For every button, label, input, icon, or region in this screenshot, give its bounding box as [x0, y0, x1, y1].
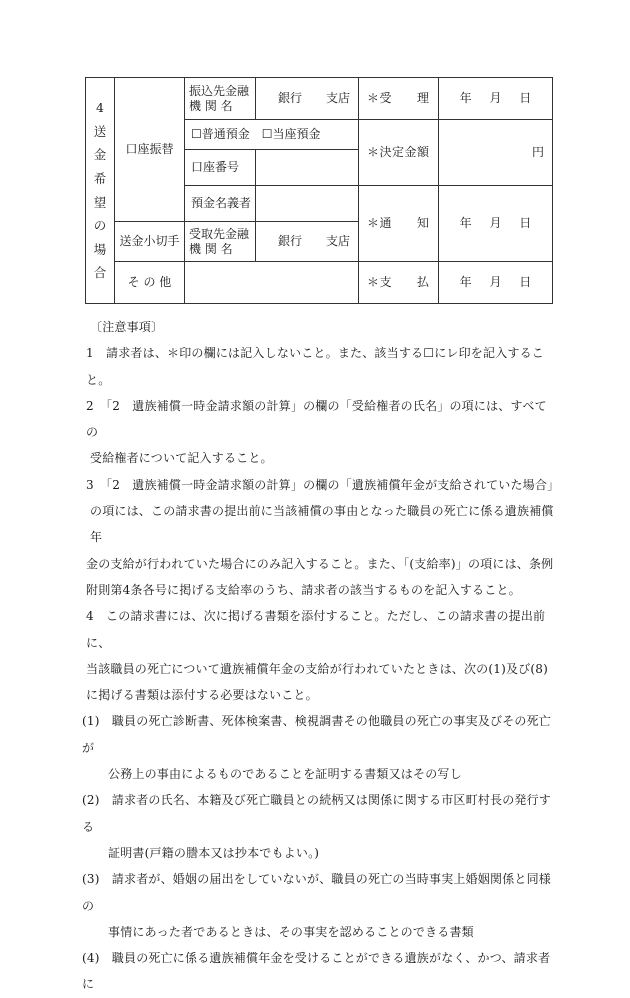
juri-date-field[interactable]: 年 月 日: [439, 78, 553, 120]
note-4-item-2-cont: 証明書(戸籍の謄本又は抄本でもよい。): [108, 845, 320, 860]
account-number-field[interactable]: [256, 150, 359, 186]
tsuchi-label: ＊通 知: [359, 186, 439, 262]
note-4-cont: 当該職員の死亡について遺族補償年金の支給が行われていたときは、次の(1)及び(8): [86, 661, 548, 676]
section-char: 場: [93, 241, 107, 257]
section-char: 希: [93, 170, 107, 186]
note-4: 4 この請求書には、次に掲げる書類を添付すること。ただし、この請求書の提出前に、: [86, 609, 546, 650]
note-3-cont: の項には、この請求書の提出前に当該補償の事由となった職員の死亡に係る遺族補償年: [90, 504, 554, 545]
section-char: 金: [93, 147, 107, 163]
remittance-form-table: [85, 77, 553, 304]
section-char: 合: [93, 265, 107, 281]
kogitte-label: 送金小切手: [115, 222, 185, 262]
juri-label: ＊受 理: [359, 78, 439, 120]
note-4-cont: に掲げる書類は添付する必要はないこと。: [86, 688, 318, 703]
note-2: 2 「2 遺族補償一時金請求額の計算」の欄の「受給権者の氏名」の項には、すべての: [86, 398, 547, 440]
note-1: 1 請求者は、＊印の欄には記入しないこと。また、該当する☐にレ印を記入すること。: [86, 346, 544, 387]
kettei-amount-field[interactable]: 円: [439, 120, 553, 186]
tsuchi-date-field[interactable]: 年 月 日: [439, 186, 553, 262]
section-number: 4: [96, 100, 104, 115]
account-holder-label: 預金名義者: [185, 186, 256, 222]
note-2-cont: 受給権者について記入すること。: [90, 451, 273, 466]
sonota-field[interactable]: [185, 262, 359, 304]
section-char: 望: [93, 194, 107, 210]
kettei-label: ＊決定金額: [359, 120, 439, 186]
note-3: 3 「2 遺族補償一時金請求額の計算」の欄の「遺族補償年金が支給されていた場合」: [86, 477, 560, 492]
uketori-bank-label: 受取先金融 機 関 名: [185, 222, 256, 262]
note-3-cont: 附則第4条各号に掲げる支給率のうち、請求者の該当するものを記入すること。: [86, 582, 521, 597]
account-holder-field[interactable]: [256, 186, 359, 222]
sonota-label: そ の 他: [115, 262, 185, 304]
note-4-item-1-cont: 公務上の事由によるものであることを証明する書類又はその写し: [108, 767, 462, 782]
koza-furikae-label: 口座振替: [115, 78, 185, 222]
note-4-item-2: (2) 請求者の氏名、本籍及び死亡職員との続柄又は関係に関する市区町村長の発行する: [82, 793, 552, 834]
note-4-item-3: (3) 請求者が、婚姻の届出をしていないが、職員の死亡の当時事実上婚姻関係と同様の: [82, 872, 552, 913]
account-number-label: 口座番号: [185, 150, 256, 186]
furikomi-bank-label: 振込先金融 機 関 名: [185, 78, 256, 120]
note-3-cont: 金の支給が行われていた場合にのみ記入すること。また、「(支給率)」の項には、条例: [86, 556, 554, 571]
note-4-item-4: (4) 職員の死亡に係る遺族補償年金を受けることができる遺族がなく、かつ、請求者に: [82, 951, 551, 992]
shiharai-date-field[interactable]: 年 月 日: [439, 262, 553, 304]
uketori-bank-field[interactable]: 銀行 支店: [256, 222, 359, 262]
notes-section: [82, 314, 560, 998]
shiharai-label: ＊支 払: [359, 262, 439, 304]
note-4-item-3-cont: 事情にあった者であるときは、その事実を認めることのできる書類: [108, 924, 474, 939]
section-header-cell: [86, 78, 115, 304]
note-4-item-1: (1) 職員の死亡診断書、死体検案書、検視調書その他職員の死亡の事実及びその死亡が: [82, 714, 552, 755]
account-type-checkboxes[interactable]: ☐普通預金 ☐当座預金: [185, 120, 359, 150]
section-char: の: [93, 218, 107, 234]
notes-heading: 〔注意事項〕: [90, 320, 164, 334]
furikomi-bank-field[interactable]: 銀行 支店: [256, 78, 359, 120]
section-char: 送: [93, 123, 107, 139]
